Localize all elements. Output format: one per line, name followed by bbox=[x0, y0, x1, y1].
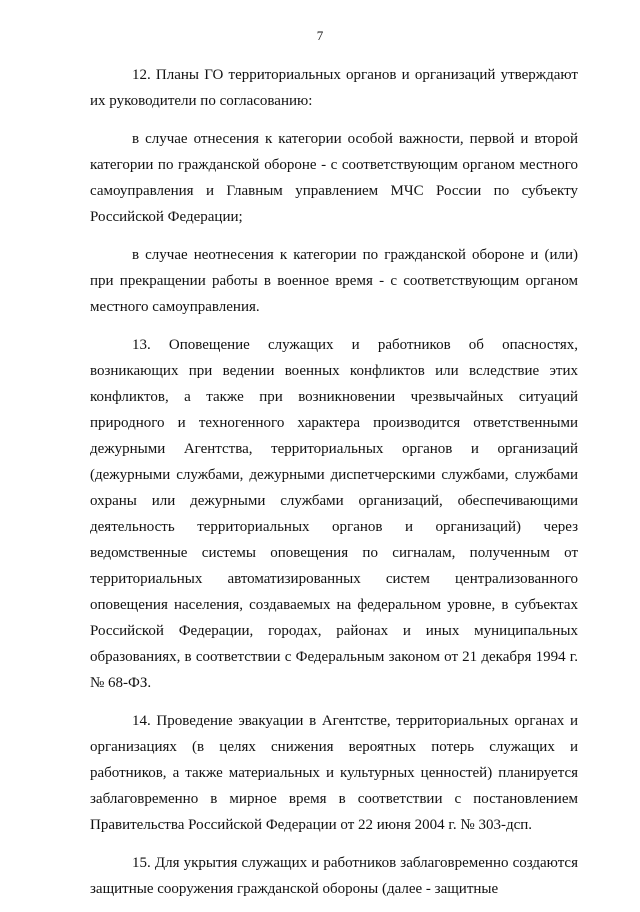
page-number: 7 bbox=[316, 28, 324, 43]
paragraph-12-case-2: в случае неотнесения к категории по гражданской обороне и (или) при прекращении работы в военное время - с соответствующим органом местного самоуправления. bbox=[90, 247, 578, 315]
paragraph-14: 14. Проведение эвакуации в Агентстве, территориальных органах и организациях (в целях снижения вероятных потерь служащих и работников, а также материальных и культурных ценностей) планируется заблаговременно в мирное время в соответствии с постановлением Правительства Российской Федерации от 22 июня 2004 г. № 303-дсп. bbox=[90, 713, 578, 833]
paragraph-13: 13. Оповещение служащих и работников об опасностях, возникающих при ведении военных конфликтов или вследствие этих конфликтов, а также при возникновении чрезвычайных ситуаций природного и техногенного характера производится ответственными дежурными Агентства, территориальных органов и организаций (дежурными службами, дежурными диспетчерскими службами, службами охраны или дежурными службами организаций, обеспечивающими деятельность территориальных органов и организаций) через ведомственные системы оповещения по сигналам, полученным от территориальных автоматизированных систем централизованного оповещения населения, создаваемых на федеральном уровне, в субъектах Российской Федерации, городах, районах и иных муниципальных образованиях, в соответствии с Федеральным законом от 21 декабря 1994 г. № 68-ФЗ. bbox=[90, 337, 578, 691]
document-body bbox=[90, 62, 578, 912]
paragraph-12-case-1: в случае отнесения к категории особой важности, первой и второй категории по гражданской обороне - с соответствующим органом местного самоуправления и Главным управлением МЧС России по субъекту Российской Федерации; bbox=[90, 131, 578, 225]
paragraph-12: 12. Планы ГО территориальных органов и организаций утверждают их руководители по согласованию: bbox=[90, 67, 578, 109]
paragraph-15: 15. Для укрытия служащих и работников заблаговременно создаются защитные сооружения гражданской обороны (далее - защитные bbox=[90, 855, 578, 897]
